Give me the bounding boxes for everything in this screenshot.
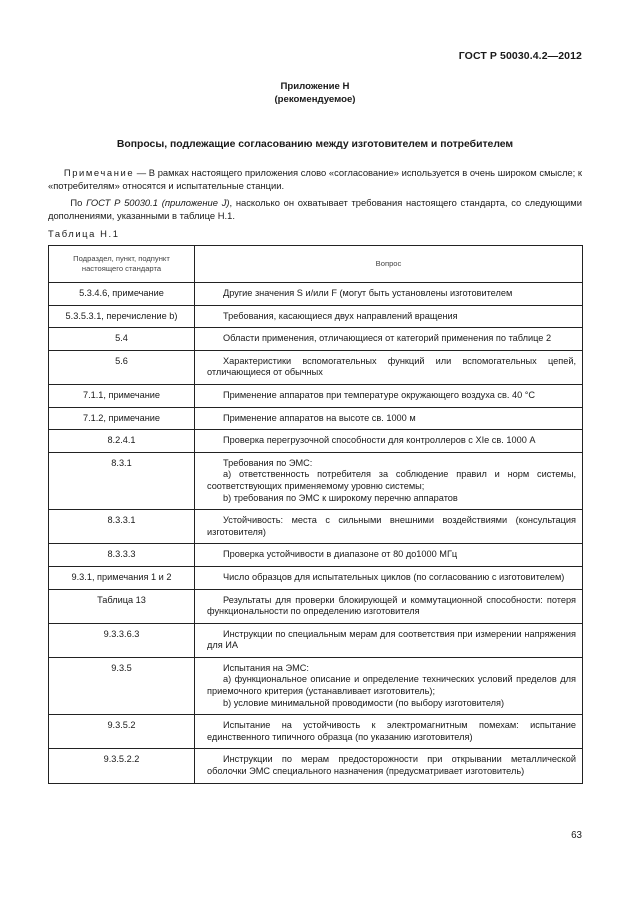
row-question: Требования, касающиеся двух направлений вращения: [223, 310, 458, 321]
reference-standard: ГОСТ Р 50030.1 (приложение J): [86, 197, 230, 208]
row-question-cell: [195, 657, 583, 714]
row-question: Проверка устойчивости в диапазоне от 80 до1000 МГц: [223, 549, 458, 560]
row-reference: 8.2.4.1: [49, 430, 195, 453]
row-question-cell: [195, 305, 583, 328]
row-question: Испытания на ЭМС:: [223, 662, 309, 673]
questions-table: [48, 245, 583, 784]
row-reference: 9.3.5.2: [49, 715, 195, 749]
reference-paragraph: [48, 196, 582, 222]
row-reference: 5.3.5.3.1, перечисление b): [49, 305, 195, 328]
row-question-cell: [195, 544, 583, 567]
row-reference: 8.3.1: [49, 452, 195, 509]
table-row: [49, 283, 583, 306]
row-reference: 9.3.1, примечания 1 и 2: [49, 566, 195, 589]
table-row: [49, 510, 583, 544]
row-question: Проверка перегрузочной способности для контроллеров с XIe св. 1000 А: [223, 435, 536, 446]
table-row: [49, 657, 583, 714]
row-reference: 5.3.4.6, примечание: [49, 283, 195, 306]
section-title: Вопросы, подлежащие согласованию между изготовителем и потребителем: [116, 139, 514, 150]
row-question-cell: [195, 623, 583, 657]
reference-prefix: По: [70, 197, 87, 208]
row-question-item: b) требования по ЭМС к широкому перечню аппаратов: [223, 492, 458, 503]
row-question: Число образцов для испытательных циклов (по согласованию с изготовителем): [223, 571, 565, 582]
column-header-ref: Подраздел, пункт, подпункт настоящего стандарта: [49, 246, 195, 283]
table-row: [49, 715, 583, 749]
row-question: Требования по ЭМС:: [223, 457, 313, 468]
column-header-question: Вопрос: [195, 246, 583, 283]
note-label: Примечание: [63, 167, 135, 178]
row-question: Инструкции по специальным мерам для соответствия при измерении напряжения для ИА: [207, 628, 576, 651]
row-question: Инструкции по мерам предосторожности при открывании металлической оболочки ЭМС специального назначения (предусматривает изготовитель): [207, 754, 576, 777]
row-question: Устойчивость: места с сильными внешними воздействиями (консультация изготовителя): [207, 515, 576, 537]
table-header-row: [49, 246, 583, 283]
row-reference: 8.3.3.1: [49, 510, 195, 544]
row-question-cell: [195, 328, 583, 351]
table-row: [49, 566, 583, 589]
table-row: [49, 589, 583, 623]
row-question: Применение аппаратов на высоте св. 1000 м: [223, 412, 416, 423]
page-number: 63: [571, 830, 582, 841]
row-question: Результаты для проверки блокирующей и коммутационной способности: потеря функциональности по определению изготовителя: [207, 594, 576, 617]
row-reference: 5.4: [49, 328, 195, 351]
table-body: [49, 283, 583, 784]
row-reference: 8.3.3.3: [49, 544, 195, 567]
row-question: Области применения, отличающиеся от категорий применения по таблице 2: [223, 333, 552, 344]
row-question-cell: [195, 566, 583, 589]
row-question-cell: [195, 749, 583, 783]
note-text: — В рамках настоящего приложения слово «согласование» используется в очень широком смысле; к «потребителям» относятся и испытательные станции.: [48, 167, 582, 191]
table-label: Таблица Н.1: [48, 228, 120, 239]
reference-suffix: , насколько он охватывает требования настоящего стандарта, со следующими дополнениями, указанными в таблице Н.1.: [48, 197, 582, 221]
row-question-cell: [195, 510, 583, 544]
table-row: [49, 749, 583, 783]
row-question: Применение аппаратов при температуре окружающего воздуха св. 40 °С: [223, 389, 536, 400]
row-question-item: а) функциональное описание и определение технических условий пределов для приемочного критерия (устанавливает изготовитель);: [207, 674, 576, 697]
standard-code: ГОСТ Р 50030.4.2—2012: [458, 50, 582, 62]
row-question-cell: [195, 715, 583, 749]
row-reference: 7.1.2, примечание: [49, 407, 195, 430]
row-reference: Таблица 13: [49, 589, 195, 623]
row-reference: 9.3.5: [49, 657, 195, 714]
row-question-cell: [195, 350, 583, 384]
table-row: [49, 623, 583, 657]
row-question: Испытание на устойчивость к электромагнитным помехам: испытание единственного типичного образца (по указанию изготовителя): [207, 720, 576, 742]
table-row: [49, 305, 583, 328]
table-row: [49, 328, 583, 351]
row-question: Другие значения S и/или F (могут быть установлены изготовителем: [223, 288, 513, 298]
row-reference: 9.3.3.6.3: [49, 623, 195, 657]
row-question-item: а) ответственность потребителя за соблюдение правил и норм системы, соответствующих применяемому уровню системы;: [207, 469, 576, 491]
appendix-heading: [0, 80, 630, 106]
appendix-title: Приложение Н: [280, 81, 350, 92]
row-reference: 9.3.5.2.2: [49, 749, 195, 783]
row-question: Характеристики вспомогательных функций или вспомогательных цепей, отличающиеся от обычных: [207, 355, 576, 378]
table-row: [49, 384, 583, 407]
row-question-item: b) условие минимальной проводимости (по выбору изготовителя): [223, 697, 505, 708]
table-row: [49, 350, 583, 384]
table-row: [49, 407, 583, 430]
table-row: [49, 544, 583, 567]
row-reference: 5.6: [49, 350, 195, 384]
appendix-subtitle: (рекомендуемое): [274, 94, 356, 105]
row-question-cell: [195, 384, 583, 407]
note-paragraph: [48, 166, 582, 192]
row-question-cell: [195, 589, 583, 623]
table-row: [49, 452, 583, 509]
row-question-cell: [195, 407, 583, 430]
row-question-cell: [195, 430, 583, 453]
table-row: [49, 430, 583, 453]
row-reference: 7.1.1, примечание: [49, 384, 195, 407]
row-question-cell: [195, 283, 583, 306]
row-question-cell: [195, 452, 583, 509]
